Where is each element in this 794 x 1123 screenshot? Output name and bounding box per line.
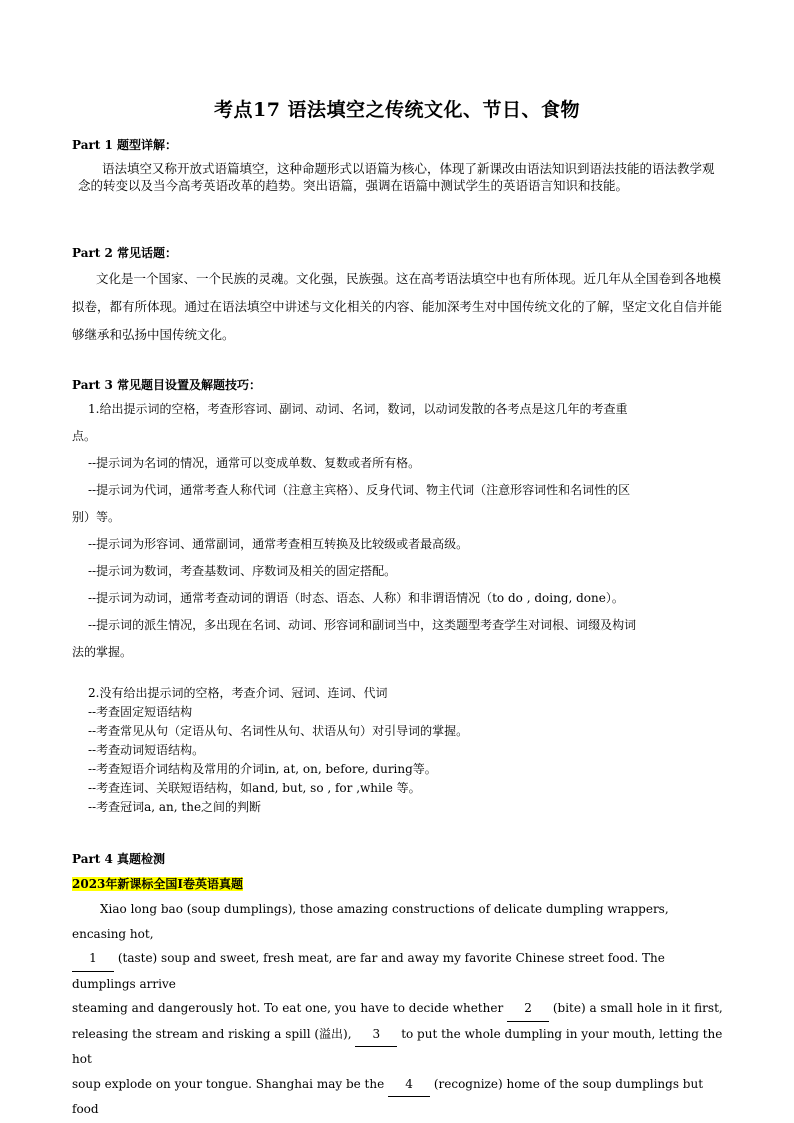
part1-text: 语法填空又称开放式语篇填空，这种命题形式以语篇为核心，体现了新课改由语法知识到语法技能的语法教学观念的转变以及当今高考英语改革的趋势。突出语篇，强调在语篇中测试学生的英语语言知识和技能。 [78,161,715,193]
part3-t5: --考查连词、关联短语结构，如and, but, so , for ,while 等。 [88,781,421,795]
part3-sub2: --提示词为代词，通常考查人称代词（注意主宾格）、反身代词、物主代词（注意形容词性和名词性的区 [88,483,631,497]
passage-line: releasing the stream and risking a spill (溢出), [72,1026,356,1041]
part3-t6: --考查冠词a, an, the之间的判断 [88,800,262,814]
part3-t4: --考查短语介词结构及常用的介词in, at, on, before, during等。 [88,762,437,776]
passage-line: steaming and dangerously hot. To eat one, you have to decide whether [72,1001,508,1015]
part2-heading: Part 2 常见话题： [72,246,178,260]
part3-sub2-cont: 别）等。 [72,510,121,524]
part1-section [72,136,724,194]
passage-line: (recognize) home of the soup dumplings but food [72,1076,704,1116]
part3-heading: Part 3 常见题目设置及解题技巧： [72,378,262,392]
page-title: 考点17 语法填空之传统文化、节日、食物 [213,99,581,121]
part3-item1-cont: 点。 [72,429,97,443]
part3-sub3: --提示词为形容词、通常副词，通常考查相互转换及比较级或者最高级。 [88,537,469,551]
part3-sub1: --提示词为名词的情况，通常可以变成单数、复数或者所有格。 [88,456,421,470]
blank-1[interactable]: 1 [72,946,114,972]
passage-line: (taste) soup and sweet, fresh meat, are far and away my favorite Chinese street food. The dumplings arrive [72,951,665,991]
blank-2[interactable]: 2 [507,996,549,1022]
part3-sub4: --提示词为数词，考查基数词、序数词及相关的固定搭配。 [88,564,397,578]
part3-sub5: --提示词为动词，通常考查动词的谓语（时态、语态、人称）和非谓语情况（to do , doing, done）。 [88,591,624,605]
part4-section [72,850,724,1122]
passage-line: soup explode on your tongue. Shanghai may be the [72,1076,389,1091]
part3-section [72,376,724,817]
part2-text: 文化是一个国家、一个民族的灵魂。文化强，民族强。这在高考语法填空中也有所体现。近几年从全国卷到各地模拟卷，都有所体现。通过在语法填空中讲述与文化相关的内容、能加深考生对中国传统文化的了解，坚定文化自信并能够继承和弘扬中国传统文化。 [72,271,723,342]
part3-item1: 1.给出提示词的空格，考查形容词、副词、动词、名词，数词，以动词发散的各考点是这几年的考查重 [88,402,628,416]
part3-t3: --考查动词短语结构。 [88,743,205,757]
part2-section [72,244,724,349]
blank-4[interactable]: 4 [388,1072,430,1098]
part4-heading: Part 4 真题检测 [72,852,166,866]
part3-sub6-cont: 法的掌握。 [72,645,133,659]
part3-item2: 2.没有给出提示词的空格，考查介词、冠词、连词、代词 [88,686,388,700]
part1-heading: Part 1 题型详解： [72,138,178,152]
part3-sub6: --提示词的派生情况，多出现在名词、动词、形容词和副词当中，这类题型考查学生对词根、词缀及构词 [88,618,637,632]
exam-source-label: 2023年新课标全国Ⅰ卷英语真题 [72,877,244,891]
passage-line: to put the whole dumpling in your mouth, letting the hot [72,1026,723,1066]
part3-t2: --考查常见从句（定语从句、名词性从句、状语从句）对引导词的掌握。 [88,724,469,738]
passage-line: Xiao long bao (soup dumplings), those amazing constructions of delicate dumpling wrappers, encasing hot, [72,902,669,941]
blank-3[interactable]: 3 [355,1022,397,1048]
part3-t1: --考查固定短语结构 [88,705,193,719]
passage [72,897,724,1122]
passage-line: (bite) a small hole in it first, [549,1001,723,1015]
